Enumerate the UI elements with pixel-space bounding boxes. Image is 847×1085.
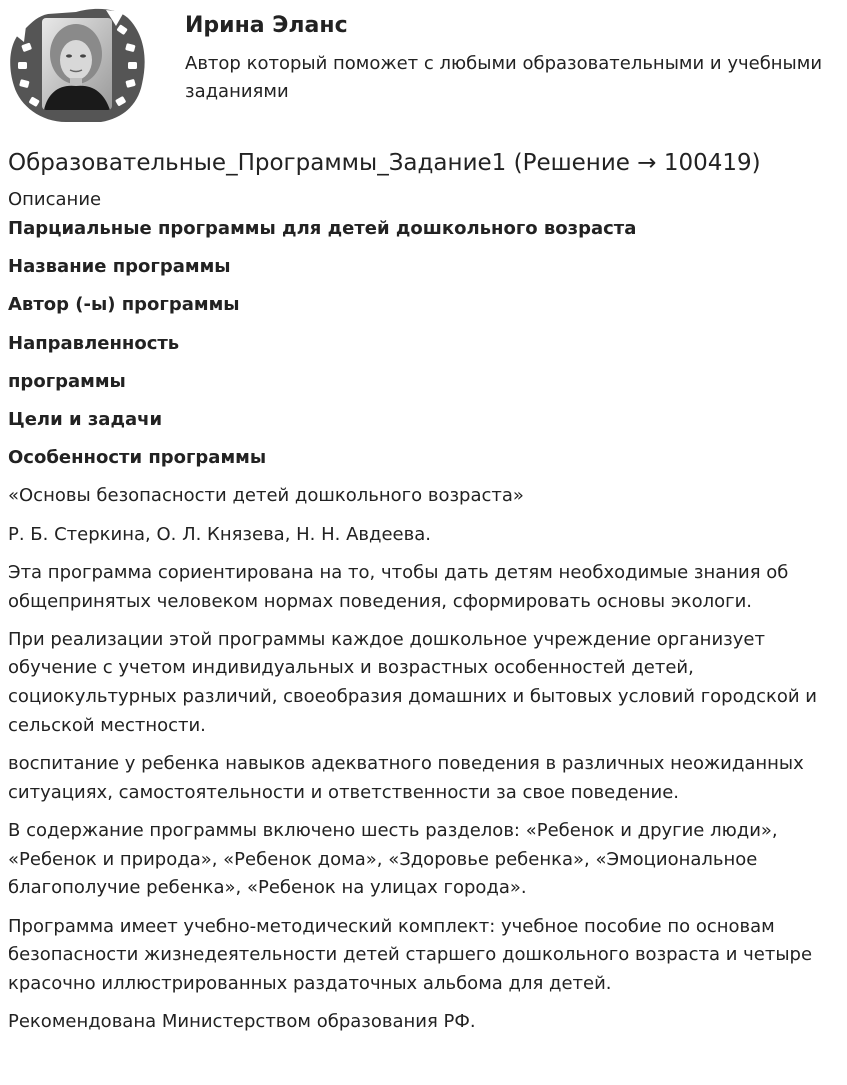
- document-content: [8, 215, 838, 1046]
- heading-partial-programs: Парциальные программы для детей дошкольного возраста: [8, 218, 637, 239]
- author-avatar: [6, 6, 152, 126]
- paragraph-recommended: Рекомендована Министерством образования РФ.: [8, 1011, 476, 1033]
- heading-goals: Цели и задачи: [8, 409, 163, 431]
- heading-program-name: Название программы: [8, 256, 231, 278]
- author-header: [0, 0, 847, 130]
- avatar-film-frame-image: [6, 6, 152, 126]
- author-description: Автор который поможет с любыми образовательными и учебными заданиями: [185, 53, 823, 102]
- heading-features: Особенности программы: [8, 447, 267, 469]
- paragraph-orientation: Эта программа сориентирована на то, чтобы дать детям необходимые знания об общепринятых человеком нормах поведения, сформировать основы экологи.: [8, 561, 789, 612]
- description-label: Описание: [8, 189, 102, 210]
- paragraph-program-title: «Основы безопасности детей дошкольного возраста»: [8, 485, 524, 507]
- paragraph-sections: В содержание программы включено шесть разделов: «Ребенок и другие люди», «Ребенок и природа», «Ребенок дома», «Здоровье ребенка», «Эмоциональное благополучие ребенка», «Ребенок на улицах города».: [8, 819, 778, 899]
- paragraph-upbringing: воспитание у ребенка навыков адекватного поведения в различных неожиданных ситуациях, самостоятельности и ответственности за свое поведение.: [8, 753, 804, 803]
- paragraph-implementation: При реализации этой программы каждое дошкольное учреждение организует обучение с учетом индивидуальных и возрастных особенностей детей, социокультурных различий, своеобразия домашних и бытовых условий городской и сельской местности.: [8, 628, 817, 736]
- document-title: Образовательные_Программы_Задание1 (Решение → 100419): [8, 150, 761, 176]
- heading-program-authors: Автор (-ы) программы: [8, 294, 240, 316]
- heading-programs: программы: [8, 370, 126, 392]
- author-name: Ирина Эланс: [185, 13, 348, 38]
- paragraph-kit: Программа имеет учебно-методический комплект: учебное пособие по основам безопасности жизнедеятельности детей старшего дошкольного возраста и четыре красочно иллюстрированных раздаточных альбома для детей.: [8, 915, 813, 994]
- heading-direction: Направленность: [8, 332, 180, 354]
- paragraph-authors: Р. Б. Стеркина, О. Л. Князева, Н. Н. Авдеева.: [8, 523, 431, 545]
